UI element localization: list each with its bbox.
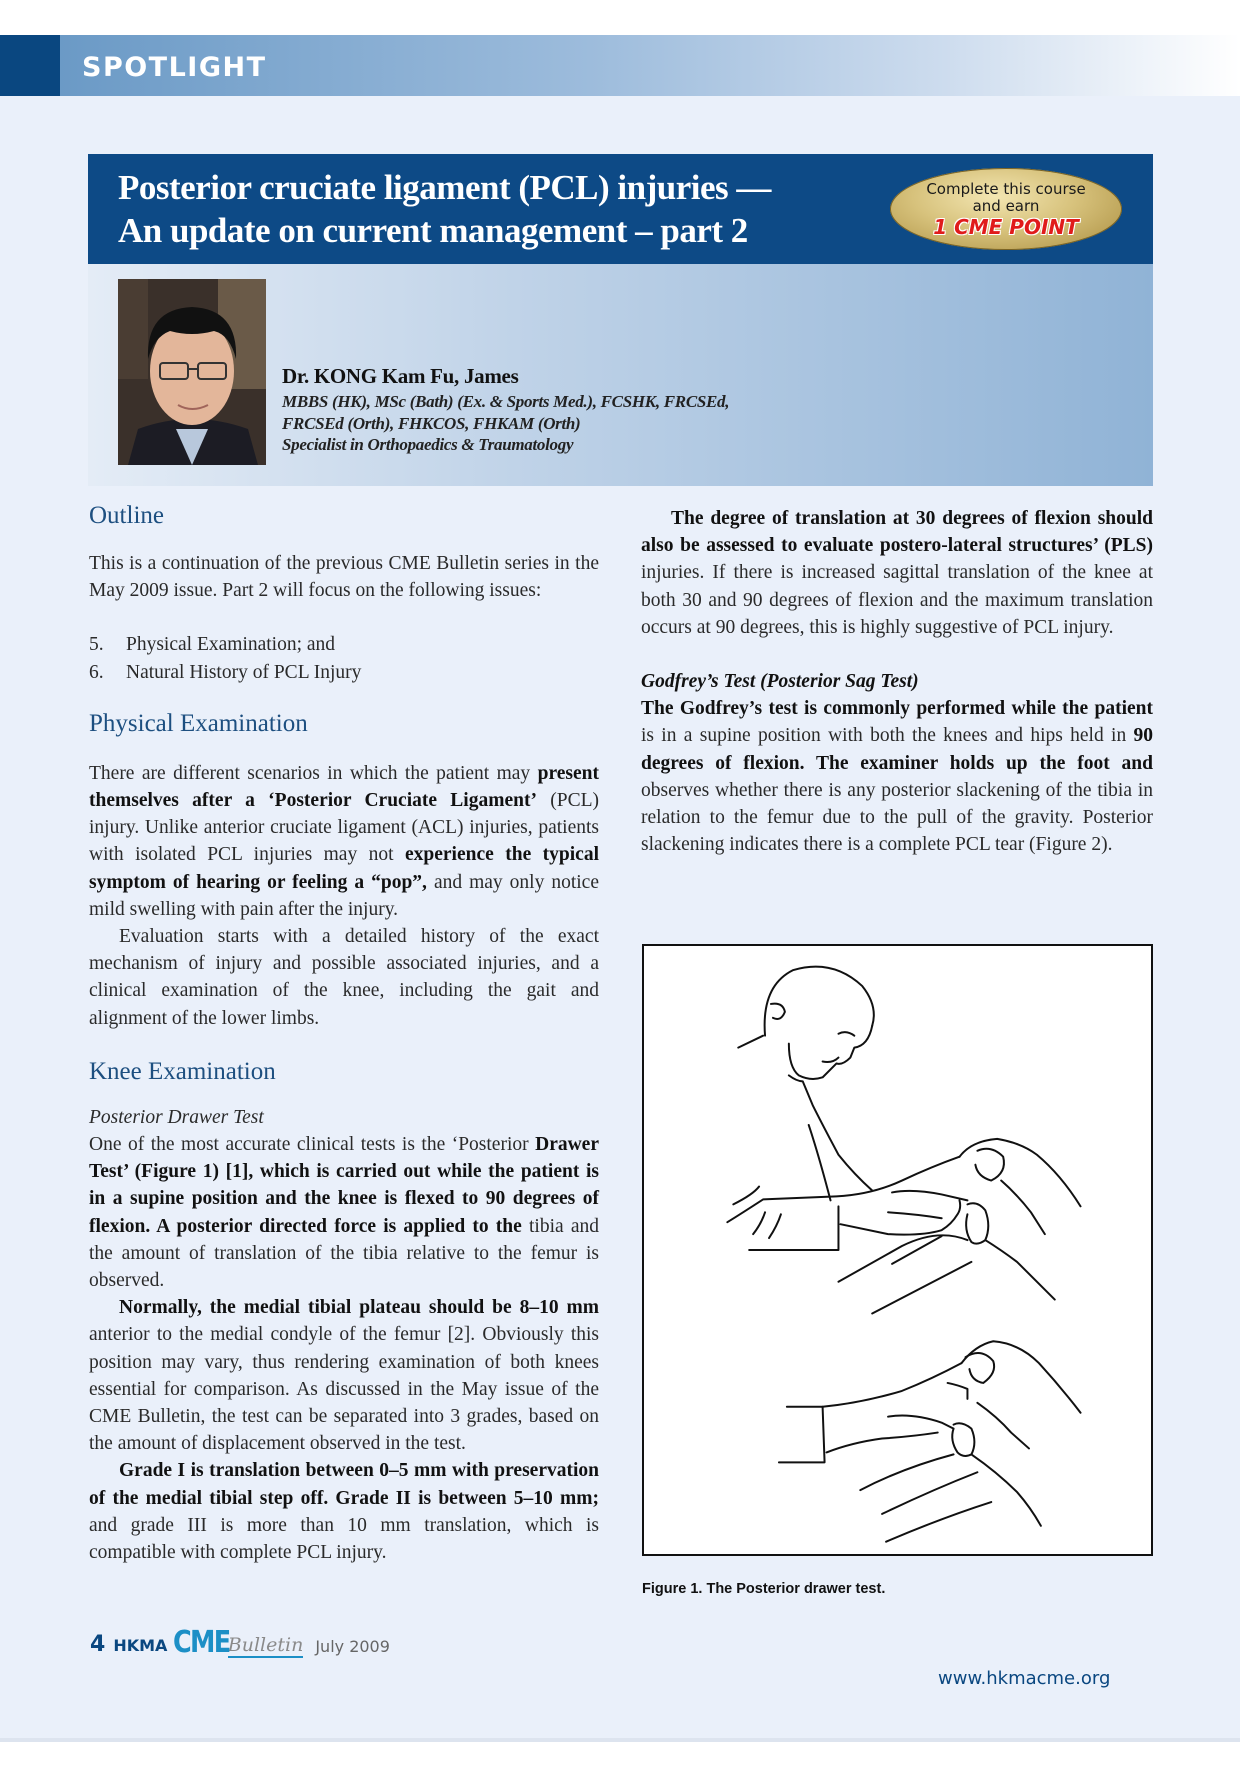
pls-paragraph: [641, 505, 1153, 641]
text-run: anterior to the medial condyle of the femur [2]. Obviously this position may vary, thus rendering examination of both knees essential for comparison. As discussed in the May issue of the CME Bulletin, the test can be separated into 3 grades, based on the amount of displacement observed in the test.: [89, 1324, 599, 1455]
author-specialty: Specialist in Orthopaedics & Traumatology: [282, 435, 574, 454]
bold-text-run: Drawer Test’ (Figure 1) [1], which is carried out while the patient is in a supine position and the knee is flexed to 90 degrees of flexion. A posterior directed force is applied to the: [89, 1134, 599, 1237]
bold-text-run: Normally, the medial tibial plateau should be 8–10 mm: [119, 1297, 599, 1319]
text-run: is in a supine position with both the knees and hips held in: [641, 725, 1134, 747]
author-credentials-line-2: FRCSEd (Orth), FHKCOS, FHKAM (Orth): [282, 413, 581, 433]
godfrey-test-subheading: Godfrey’s Test (Posterior Sag Test): [641, 671, 919, 693]
outline-intro: This is a continuation of the previous CME Bulletin series in the May 2009 issue. Part 2 will focus on the following issues:: [89, 553, 599, 602]
footer-publication: [90, 1625, 390, 1660]
author-portrait-icon: [118, 279, 266, 465]
cme-point-badge: [890, 168, 1122, 250]
outline-item-text: Natural History of PCL Injury: [126, 661, 362, 683]
bold-text-run: experience the typical symptom of hearing or feeling a “pop”,: [89, 844, 599, 893]
text-run: and may only notice mild swelling with pain after the injury.: [89, 871, 599, 920]
physical-exam-paragraph-2: Evaluation starts with a detailed history of the exact mechanism of injury and possible associated injuries, and a clinical examination of the knee, including the gait and alignment of the lower limbs.: [89, 926, 599, 1029]
section-label: SPOTLIGHT: [82, 52, 267, 83]
outline-list: [89, 631, 599, 685]
godfrey-test-paragraph: [641, 695, 1153, 858]
physical-exam-paragraph-1: [89, 760, 599, 923]
author-photo: [118, 279, 266, 465]
text-run: One of the most accurate clinical tests is the ‘Posterior: [89, 1134, 536, 1156]
left-column: [89, 500, 599, 1566]
text-run: There are different scenarios in which the patient may: [89, 762, 538, 784]
text-run: tibia and the amount of translation of the tibia relative to the femur is observed.: [89, 1215, 599, 1292]
footer-website-link[interactable]: www.hkmacme.org: [938, 1668, 1111, 1689]
cme-badge-line-1: Complete this course: [926, 180, 1086, 198]
issue-date: July 2009: [315, 1637, 390, 1656]
cme-logo: CME: [173, 1625, 230, 1660]
posterior-drawer-test-illustration-icon: [644, 946, 1151, 1554]
bold-text-run: The degree of translation at 30 degrees of flexion should also be assessed to evaluate postero-lateral structures’ (PLS): [641, 508, 1153, 557]
outline-heading: Outline: [89, 502, 164, 529]
publisher-label: HKMA: [113, 1636, 168, 1655]
knee-exam-paragraph-3: [89, 1457, 599, 1566]
bulletin-logo: Bulletin: [227, 1634, 304, 1656]
article-title: [118, 166, 771, 252]
author-credentials: [282, 391, 729, 456]
bold-text-run: 90 degrees of flexion. The examiner holds up the foot and: [641, 725, 1153, 774]
text-run: observes whether there is any posterior slackening of the tibia in relation to the femur due to the pull of the gravity. Posterior slackening indicates there is a complete PCL tear (Figure 2).: [641, 779, 1153, 856]
author-name: Dr. KONG Kam Fu, James: [282, 364, 519, 388]
figure-1: [642, 944, 1153, 1556]
cme-badge-line-2: and earn: [972, 197, 1040, 215]
bold-text-run: Grade I is translation between 0–5 mm with preservation of the medial tibial step off. Grade II is between 5–10 mm;: [89, 1460, 599, 1509]
right-column: [641, 505, 1153, 858]
outline-item-number: 6.: [89, 661, 104, 683]
outline-list-item: [89, 631, 599, 658]
bold-text-run: present themselves after a ‘Posterior Cruciate Ligament’: [89, 762, 599, 812]
section-header-accent: [0, 35, 60, 96]
article-title-line-1: Posterior cruciate ligament (PCL) injuries —: [118, 168, 771, 207]
outline-item-text: Physical Examination; and: [126, 634, 336, 656]
knee-exam-paragraph-1: [89, 1131, 599, 1294]
article-title-bar: [88, 154, 1153, 264]
text-run: injuries. If there is increased sagittal translation of the knee at both 30 and 90 degrees of flexion and the maximum translation occurs at 90 degrees, this is highly suggestive of PCL injury.: [641, 562, 1153, 638]
page-bottom-edge: [0, 1738, 1240, 1742]
article-title-line-2: An update on current management – part 2: [118, 211, 748, 250]
posterior-drawer-subheading: Posterior Drawer Test: [89, 1106, 264, 1128]
knee-exam-paragraph-2: [89, 1294, 599, 1457]
physical-exam-heading: Physical Examination: [89, 709, 308, 737]
text-run: (PCL) injury. Unlike anterior cruciate ligament (ACL) injuries, patients with isolated PCL injuries may not: [89, 790, 599, 866]
outline-item-number: 5.: [89, 634, 104, 656]
page-number: 4: [90, 1632, 106, 1657]
text-run: and grade III is more than 10 mm translation, which is compatible with complete PCL injury.: [89, 1514, 599, 1564]
cme-badge-points: 1 CME POINT: [933, 215, 1079, 239]
outline-list-item: [89, 659, 599, 686]
figure-1-caption: Figure 1. The Posterior drawer test.: [642, 1581, 886, 1597]
bold-text-run: The Godfrey’s test is commonly performed while the patient: [641, 698, 1153, 720]
author-credentials-line-1: MBBS (HK), MSc (Bath) (Ex. & Sports Med.), FCSHK, FRCSEd,: [282, 392, 730, 411]
knee-exam-heading: Knee Examination: [89, 1057, 276, 1085]
author-section: [88, 264, 1153, 486]
